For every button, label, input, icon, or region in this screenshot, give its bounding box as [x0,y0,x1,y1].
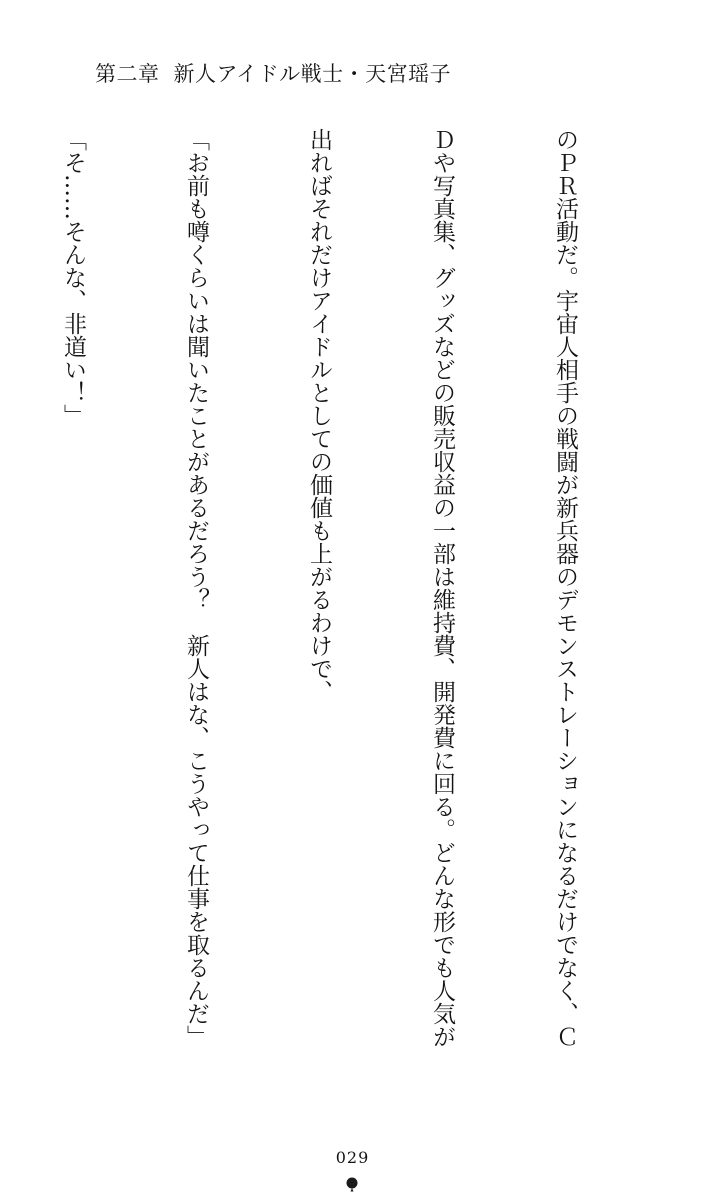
page-number: 029 [335,1148,370,1167]
page-ornament-icon [344,1176,360,1192]
chapter-label: 第二章 [95,62,160,86]
text-line: 「そ……そんな、非道い！」 [60,128,86,427]
text-line: Ｄや写真集、グッズなどの販売収益の一部は維持費、開発費に回る。どんな形でも人気が [429,128,455,1048]
text-line: のＰＲ活動だ。宇宙人相手の戦闘が新兵器のデモンストレーションになるだけでなく、Ｃ [552,128,578,1048]
vertical-body-text [37,128,667,1128]
text-line: 出ればそれだけアイドルとしての価値も上がるわけで、 [306,128,332,703]
running-header [95,58,451,88]
chapter-title: 新人アイドル戦士・天宮瑶子 [173,62,452,86]
text-line: 「お前も噂くらいは聞いたことがあるだろう？ 新人はな、こうやって仕事を取るんだ」 [183,128,209,1048]
